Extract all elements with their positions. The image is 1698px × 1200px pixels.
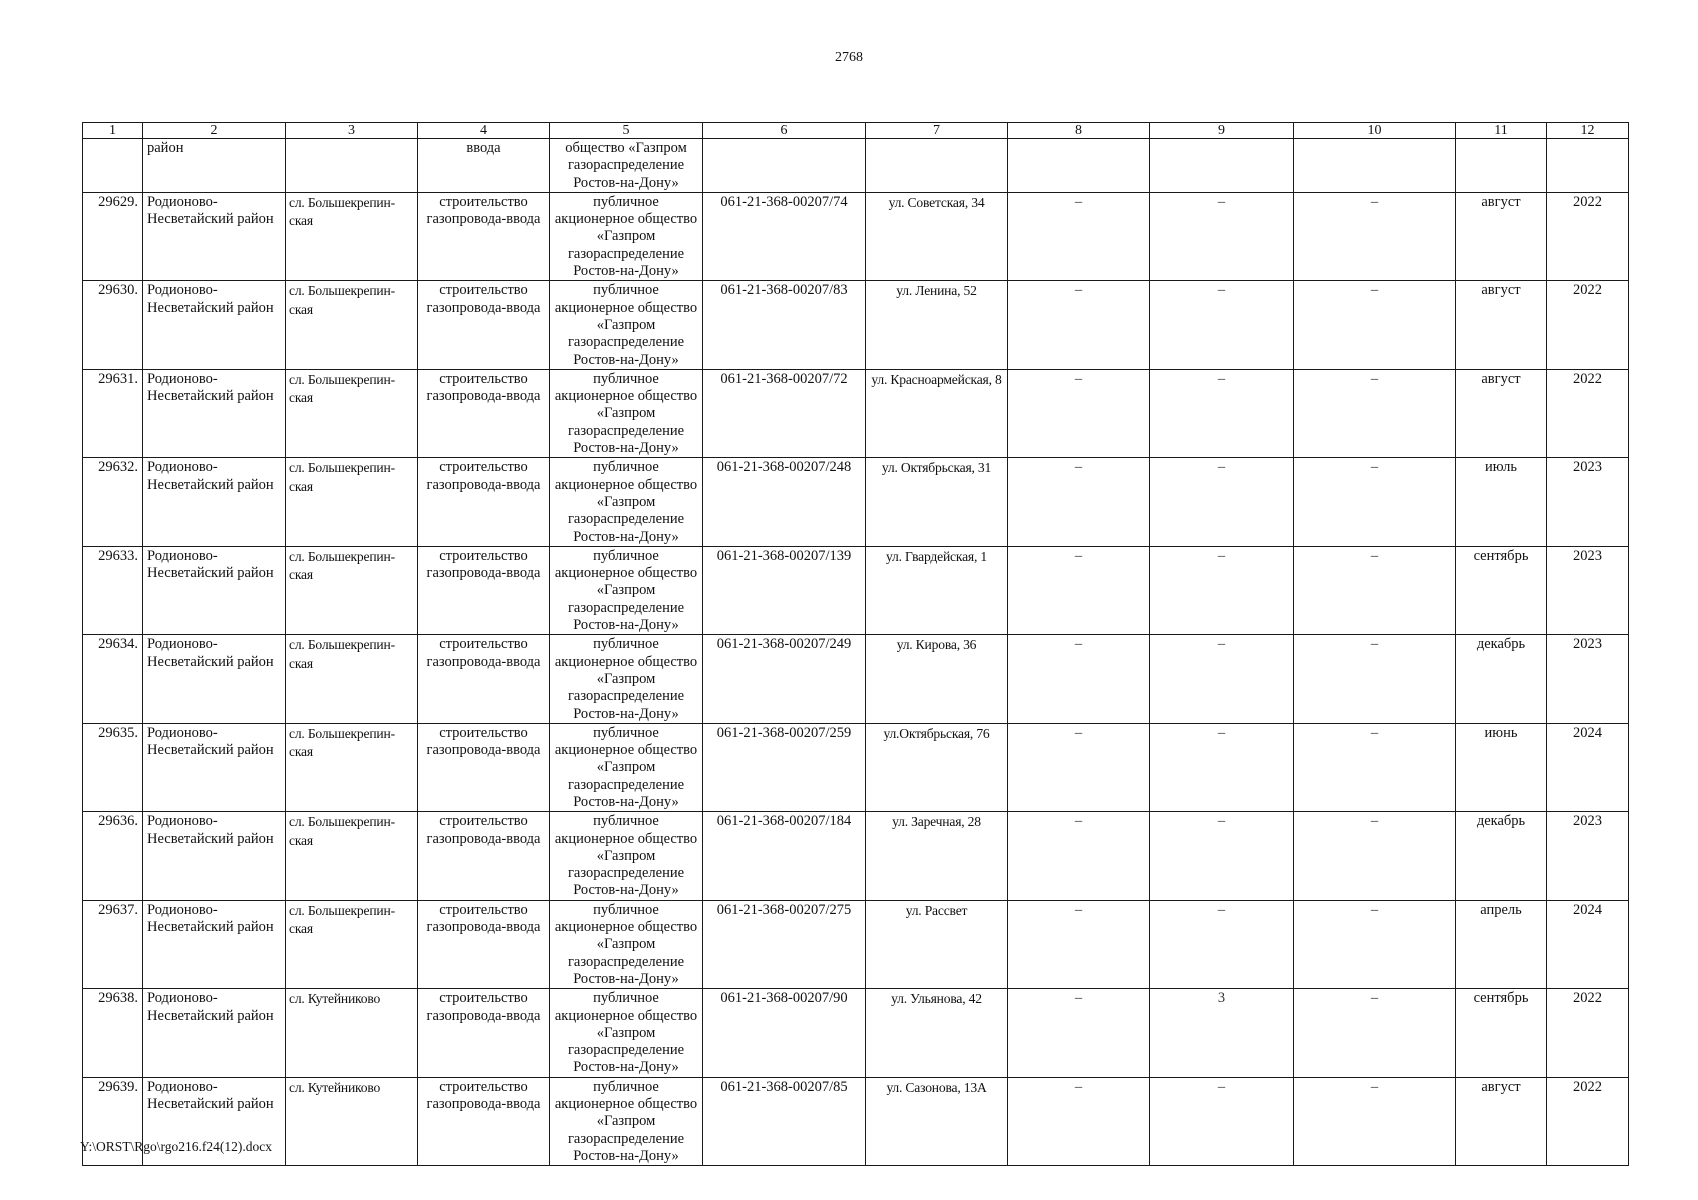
cell-code: 061-21-368-00207/139 <box>703 546 866 634</box>
cell-district: Родионово-Несветайский район <box>143 635 286 723</box>
cell-code <box>703 139 866 193</box>
cell-work: строительство газопровода-ввода <box>418 635 550 723</box>
table-row <box>83 723 1629 811</box>
cell-district: Родионово-Несветайский район <box>143 900 286 988</box>
column-header-12: 12 <box>1547 123 1629 139</box>
cell-month: декабрь <box>1456 812 1547 900</box>
cell-year: 2022 <box>1547 369 1629 457</box>
cell-settlement <box>286 458 418 546</box>
cell-code: 061-21-368-00207/249 <box>703 635 866 723</box>
table-row <box>83 812 1629 900</box>
cell-address <box>866 546 1008 634</box>
data-table <box>82 122 1629 1166</box>
cell-number: 29636. <box>83 812 143 900</box>
cell-work: строительство газопровода-ввода <box>418 1077 550 1165</box>
cell-col8: – <box>1008 281 1150 369</box>
cell-settlement <box>286 1077 418 1165</box>
cell-district: Родионово-Несветайский район <box>143 546 286 634</box>
cell-address <box>866 1077 1008 1165</box>
table-row <box>83 900 1629 988</box>
cell-code: 061-21-368-00207/74 <box>703 192 866 280</box>
cell-col8: – <box>1008 723 1150 811</box>
cell-month: апрель <box>1456 900 1547 988</box>
cell-col9: – <box>1150 546 1294 634</box>
table-row <box>83 1077 1629 1165</box>
cell-address <box>866 989 1008 1077</box>
cell-work: строительство газопровода-ввода <box>418 812 550 900</box>
cell-organization: публичное акционерное общество «Газпром газораспределение Ростов-на-Дону» <box>550 900 703 988</box>
cell-number: 29629. <box>83 192 143 280</box>
cell-address-text: ул.Октябрьская, 76 <box>883 725 990 741</box>
cell-settlement-text: сл. Большекрепин-ская <box>289 725 395 760</box>
cell-col8: – <box>1008 812 1150 900</box>
column-header-1: 1 <box>83 123 143 139</box>
table-row <box>83 281 1629 369</box>
cell-settlement <box>286 139 418 193</box>
cell-settlement <box>286 635 418 723</box>
cell-settlement-text: сл. Кутейниково <box>289 1079 381 1095</box>
cell-code: 061-21-368-00207/85 <box>703 1077 866 1165</box>
cell-address-text: ул. Ульянова, 42 <box>891 991 982 1007</box>
table-row <box>83 369 1629 457</box>
cell-number <box>83 139 143 193</box>
cell-organization: публичное акционерное общество «Газпром газораспределение Ростов-на-Дону» <box>550 458 703 546</box>
cell-district: Родионово-Несветайский район <box>143 989 286 1077</box>
cell-col9 <box>1150 139 1294 193</box>
cell-col10: – <box>1294 900 1456 988</box>
cell-organization: публичное акционерное общество «Газпром газораспределение Ростов-на-Дону» <box>550 281 703 369</box>
cell-organization: публичное акционерное общество «Газпром газораспределение Ростов-на-Дону» <box>550 369 703 457</box>
cell-number: 29633. <box>83 546 143 634</box>
cell-month: август <box>1456 369 1547 457</box>
cell-address-text: ул. Сазонова, 13А <box>886 1079 987 1095</box>
cell-work: строительство газопровода-ввода <box>418 192 550 280</box>
cell-col8: – <box>1008 369 1150 457</box>
cell-address <box>866 369 1008 457</box>
cell-year: 2023 <box>1547 635 1629 723</box>
cell-month: декабрь <box>1456 635 1547 723</box>
cell-address-text: ул. Рассвет <box>905 902 968 918</box>
cell-address <box>866 900 1008 988</box>
cell-month: сентябрь <box>1456 989 1547 1077</box>
column-header-8: 8 <box>1008 123 1150 139</box>
cell-settlement-text: сл. Большекрепин-ская <box>289 460 395 494</box>
cell-col10: – <box>1294 989 1456 1077</box>
cell-month: август <box>1456 192 1547 280</box>
cell-col8: – <box>1008 458 1150 546</box>
cell-month: июль <box>1456 458 1547 546</box>
cell-col10: – <box>1294 458 1456 546</box>
cell-year <box>1547 139 1629 193</box>
cell-number: 29639. <box>83 1077 143 1165</box>
cell-district: Родионово-Несветайский район <box>143 812 286 900</box>
cell-col10: – <box>1294 281 1456 369</box>
cell-month: август <box>1456 281 1547 369</box>
cell-number: 29635. <box>83 723 143 811</box>
cell-organization: публичное акционерное общество «Газпром газораспределение Ростов-на-Дону» <box>550 635 703 723</box>
column-header-10: 10 <box>1294 123 1456 139</box>
cell-address-text: ул. Октябрьская, 31 <box>881 460 992 476</box>
cell-year: 2022 <box>1547 281 1629 369</box>
cell-code: 061-21-368-00207/259 <box>703 723 866 811</box>
column-header-7: 7 <box>866 123 1008 139</box>
cell-address-text: ул. Заречная, 28 <box>892 814 981 830</box>
cell-work: строительство газопровода-ввода <box>418 989 550 1077</box>
cell-month: июнь <box>1456 723 1547 811</box>
cell-work: ввода <box>418 139 550 193</box>
file-path-footer: Y:\ORST\Rgo\rgo216.f24(12).docx <box>80 1139 273 1154</box>
cell-settlement <box>286 369 418 457</box>
cell-number: 29631. <box>83 369 143 457</box>
cell-settlement <box>286 546 418 634</box>
cell-year: 2023 <box>1547 458 1629 546</box>
cell-col9: – <box>1150 458 1294 546</box>
cell-settlement <box>286 723 418 811</box>
cell-address <box>866 723 1008 811</box>
column-header-3: 3 <box>286 123 418 139</box>
table-row <box>83 192 1629 280</box>
cell-address <box>866 281 1008 369</box>
cell-organization: публичное акционерное общество «Газпром газораспределение Ростов-на-Дону» <box>550 723 703 811</box>
cell-number: 29638. <box>83 989 143 1077</box>
cell-work: строительство газопровода-ввода <box>418 281 550 369</box>
cell-col8: – <box>1008 192 1150 280</box>
cell-year: 2023 <box>1547 812 1629 900</box>
cell-col10: – <box>1294 812 1456 900</box>
table-row <box>83 458 1629 546</box>
table-row <box>83 546 1629 634</box>
cell-col10: – <box>1294 546 1456 634</box>
cell-number: 29637. <box>83 900 143 988</box>
cell-settlement-text: сл. Большекрепин-ская <box>289 194 395 229</box>
cell-work: строительство газопровода-ввода <box>418 458 550 546</box>
cell-col9: – <box>1150 635 1294 723</box>
cell-address-text: ул. Советская, 34 <box>888 194 985 210</box>
cell-col10: – <box>1294 635 1456 723</box>
cell-settlement-text: сл. Большекрепин-ская <box>289 814 395 848</box>
cell-organization: публичное акционерное общество «Газпром газораспределение Ростов-на-Дону» <box>550 1077 703 1165</box>
cell-col9: 3 <box>1150 989 1294 1077</box>
cell-work: строительство газопровода-ввода <box>418 546 550 634</box>
table-header <box>83 123 1629 139</box>
cell-col8: – <box>1008 635 1150 723</box>
cell-settlement <box>286 812 418 900</box>
cell-year: 2024 <box>1547 900 1629 988</box>
cell-settlement-text: сл. Кутейниково <box>289 991 381 1007</box>
table-row <box>83 635 1629 723</box>
cell-col9: – <box>1150 900 1294 988</box>
cell-col8: – <box>1008 546 1150 634</box>
column-header-4: 4 <box>418 123 550 139</box>
cell-address <box>866 458 1008 546</box>
cell-number: 29632. <box>83 458 143 546</box>
cell-col9: – <box>1150 1077 1294 1165</box>
cell-col8: – <box>1008 989 1150 1077</box>
cell-work: строительство газопровода-ввода <box>418 900 550 988</box>
cell-col10 <box>1294 139 1456 193</box>
cell-year: 2023 <box>1547 546 1629 634</box>
page-number: 2768 <box>835 50 863 65</box>
cell-col8: – <box>1008 1077 1150 1165</box>
column-header-6: 6 <box>703 123 866 139</box>
cell-address-text: ул. Ленина, 52 <box>896 283 977 299</box>
cell-district: Родионово-Несветайский район <box>143 458 286 546</box>
cell-year: 2022 <box>1547 192 1629 280</box>
cell-settlement-text: сл. Большекрепин-ская <box>289 283 395 317</box>
cell-district: Родионово-Несветайский район <box>143 723 286 811</box>
cell-work: строительство газопровода-ввода <box>418 723 550 811</box>
cell-settlement <box>286 192 418 280</box>
cell-code: 061-21-368-00207/248 <box>703 458 866 546</box>
cell-month: август <box>1456 1077 1547 1165</box>
table-row <box>83 989 1629 1077</box>
cell-organization: публичное акционерное общество «Газпром газораспределение Ростов-на-Дону» <box>550 812 703 900</box>
cell-address <box>866 192 1008 280</box>
column-header-5: 5 <box>550 123 703 139</box>
cell-month: сентябрь <box>1456 546 1547 634</box>
cell-year: 2024 <box>1547 723 1629 811</box>
column-header-9: 9 <box>1150 123 1294 139</box>
cell-col9: – <box>1150 723 1294 811</box>
cell-district: Родионово-Несветайский район <box>143 281 286 369</box>
header-row <box>83 123 1629 139</box>
cell-settlement-text: сл. Большекрепин-ская <box>289 902 395 937</box>
cell-col9: – <box>1150 281 1294 369</box>
cell-address-text: ул. Красноармейская, 8 <box>871 371 1002 387</box>
cell-organization: общество «Газпром газораспределение Ростов-на-Дону» <box>550 139 703 193</box>
cell-address <box>866 635 1008 723</box>
cell-col10: – <box>1294 1077 1456 1165</box>
cell-code: 061-21-368-00207/90 <box>703 989 866 1077</box>
cell-address-text: ул. Кирова, 36 <box>896 637 977 653</box>
cell-settlement-text: сл. Большекрепин-ская <box>289 548 395 583</box>
table-body <box>83 139 1629 1166</box>
cell-organization: публичное акционерное общество «Газпром газораспределение Ростов-на-Дону» <box>550 192 703 280</box>
cell-col8 <box>1008 139 1150 193</box>
column-header-2: 2 <box>143 123 286 139</box>
cell-settlement <box>286 900 418 988</box>
cell-district: район <box>143 139 286 193</box>
cell-district: Родионово-Несветайский район <box>143 369 286 457</box>
column-header-11: 11 <box>1456 123 1547 139</box>
cell-district: Родионово-Несветайский район <box>143 1077 286 1165</box>
cell-work: строительство газопровода-ввода <box>418 369 550 457</box>
cell-code: 061-21-368-00207/72 <box>703 369 866 457</box>
cell-code: 061-21-368-00207/275 <box>703 900 866 988</box>
cell-address <box>866 812 1008 900</box>
cell-organization: публичное акционерное общество «Газпром газораспределение Ростов-на-Дону» <box>550 546 703 634</box>
cell-address-text: ул. Гвардейская, 1 <box>886 548 987 564</box>
cell-code: 061-21-368-00207/184 <box>703 812 866 900</box>
cell-number: 29634. <box>83 635 143 723</box>
cell-col9: – <box>1150 192 1294 280</box>
cell-col8: – <box>1008 900 1150 988</box>
cell-year: 2022 <box>1547 989 1629 1077</box>
cell-col10: – <box>1294 369 1456 457</box>
cell-month <box>1456 139 1547 193</box>
cell-col9: – <box>1150 369 1294 457</box>
cell-address <box>866 139 1008 193</box>
cell-col10: – <box>1294 723 1456 811</box>
cell-settlement <box>286 989 418 1077</box>
cell-col9: – <box>1150 812 1294 900</box>
cell-organization: публичное акционерное общество «Газпром газораспределение Ростов-на-Дону» <box>550 989 703 1077</box>
cell-settlement <box>286 281 418 369</box>
continuation-row <box>83 139 1629 193</box>
cell-district: Родионово-Несветайский район <box>143 192 286 280</box>
cell-number: 29630. <box>83 281 143 369</box>
cell-code: 061-21-368-00207/83 <box>703 281 866 369</box>
cell-settlement-text: сл. Большекрепин-ская <box>289 637 395 671</box>
cell-settlement-text: сл. Большекрепин-ская <box>289 371 395 406</box>
cell-year: 2022 <box>1547 1077 1629 1165</box>
cell-col10: – <box>1294 192 1456 280</box>
